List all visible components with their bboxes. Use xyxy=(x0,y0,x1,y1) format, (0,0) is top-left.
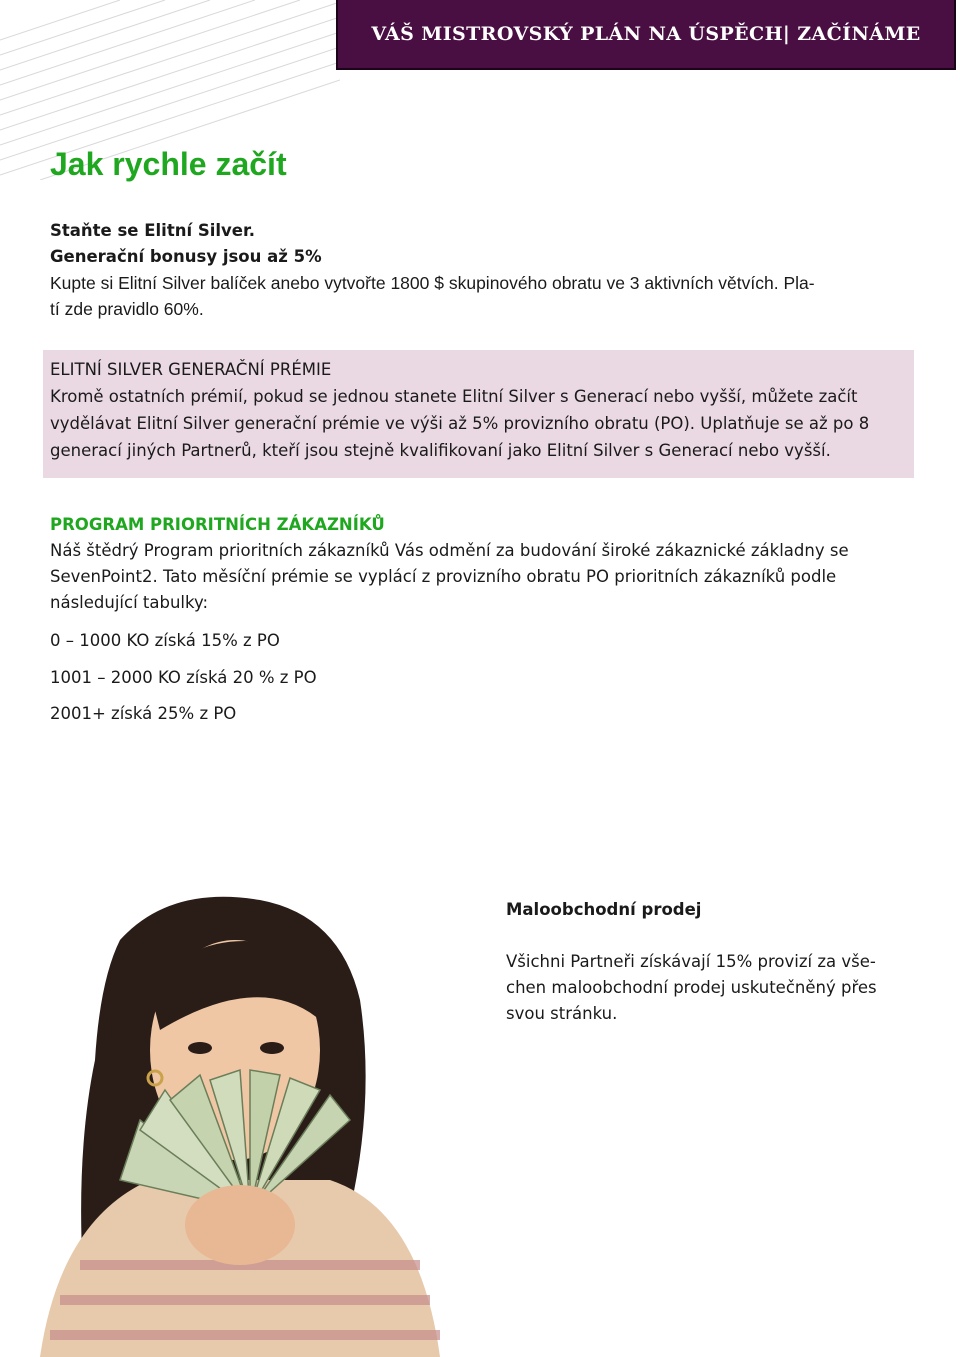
intro-line-1: Staňte se Elitní Silver. xyxy=(50,221,256,240)
intro-section xyxy=(50,218,912,322)
page-title: Jak rychle začít xyxy=(50,146,287,182)
program-line-3: následující tabulky: xyxy=(50,593,209,612)
program-line-1: Náš štědrý Program prioritních zákazníků Vás odmění za budování široké zákaznické základny se xyxy=(50,541,849,560)
intro-line-4: tí zde pravidlo 60%. xyxy=(50,299,204,319)
tier-item: 2001+ získá 25% z PO xyxy=(50,704,237,723)
program-section xyxy=(50,512,912,616)
premium-box xyxy=(43,350,914,478)
tier-item: 1001 – 2000 KO získá 20 % z PO xyxy=(50,667,317,687)
premium-line-1: Kromě ostatních prémií, pokud se jednou stanete Elitní Silver s Generací nebo vyšší, můžete začít xyxy=(50,387,858,406)
retail-section xyxy=(506,897,910,1027)
retail-heading: Maloobchodní prodej xyxy=(506,900,702,919)
program-heading: PROGRAM PRIORITNÍCH ZÁKAZNÍKŮ xyxy=(50,515,385,534)
retail-line-3: svou stránku. xyxy=(506,1004,618,1023)
woman-with-money-photo xyxy=(0,880,500,1357)
tier-list xyxy=(50,628,317,738)
retail-line-1: Všichni Partneři získávají 15% provizí za vše- xyxy=(506,952,876,971)
intro-line-2: Generační bonusy jsou až 5% xyxy=(50,247,322,266)
premium-line-3: generací jiných Partnerů, kteří jsou stejně kvalifikovaní jako Elitní Silver s Generací nebo vyšší. xyxy=(50,441,831,460)
tier-item: 0 – 1000 KO získá 15% z PO xyxy=(50,631,280,650)
intro-line-3: Kupte si Elitní Silver balíček anebo vytvořte 1800 $ skupinového obratu ve 3 aktivních větvích. Pla- xyxy=(50,273,815,293)
header-title: VÁŠ MISTROVSKÝ PLÁN NA ÚSPĚCH| ZAČÍNÁME xyxy=(371,23,921,45)
premium-heading: ELITNÍ SILVER GENERAČNÍ PRÉMIE xyxy=(50,360,332,379)
header-banner xyxy=(336,0,956,70)
premium-line-2: vydělávat Elitní Silver generační prémie ve výši až 5% provizního obratu (PO). Uplatňuje se až po 8 xyxy=(50,414,870,433)
program-line-2: SevenPoint2. Tato měsíční prémie se vyplácí z provizního obratu PO prioritních zákazníků podle xyxy=(50,567,837,586)
retail-line-2: chen maloobchodní prodej uskutečněný přes xyxy=(506,978,877,997)
